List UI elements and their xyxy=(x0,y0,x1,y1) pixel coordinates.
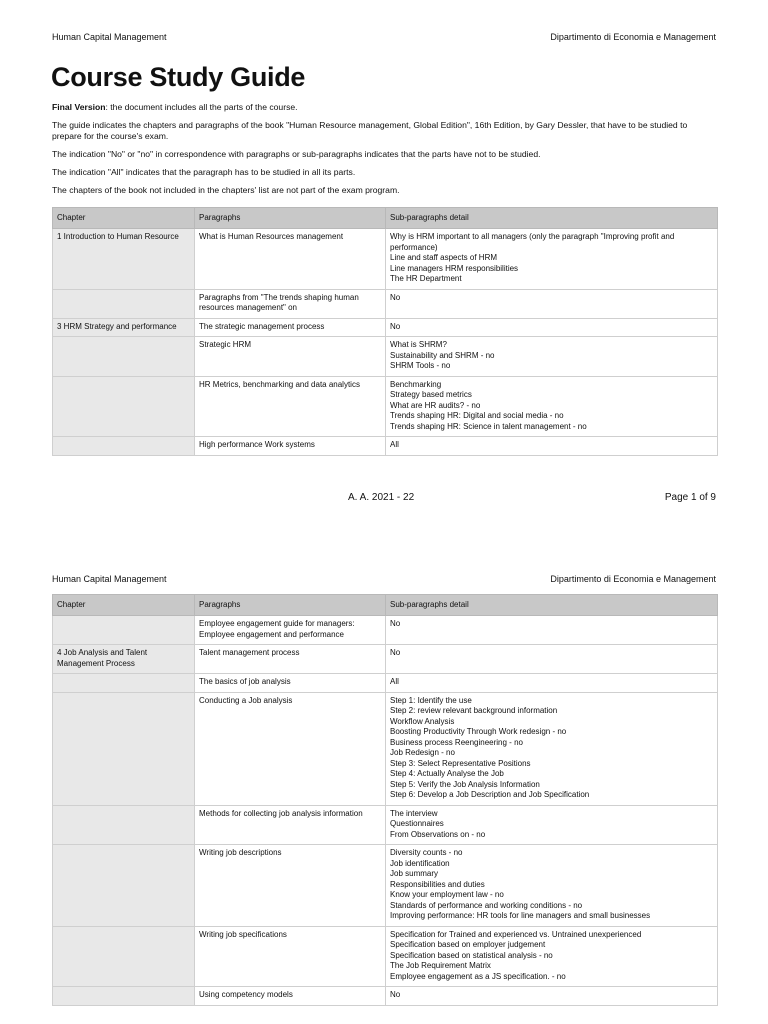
subparagraph-detail-cell xyxy=(386,926,718,987)
subparagraph-detail-cell xyxy=(386,616,718,645)
chapter-cell xyxy=(53,437,195,456)
detail-line: Improving performance: HR tools for line managers and small businesses xyxy=(390,911,651,920)
document-page-2 xyxy=(0,540,768,1024)
table-row xyxy=(53,337,718,377)
column-header-subparagraphs: Sub-paragraphs detail xyxy=(386,208,718,229)
page-title: Course Study Guide xyxy=(51,62,306,92)
detail-line: Benchmarking xyxy=(390,379,442,389)
table-row xyxy=(53,692,718,805)
chapter-cell xyxy=(53,616,195,645)
chapter-cell: 3 HRM Strategy and performance xyxy=(53,318,195,337)
detail-line: Standards of performance and working conditions - no xyxy=(390,900,583,910)
detail-line: Boosting Productivity Through Work redesign - no xyxy=(390,727,567,736)
subparagraph-detail-cell xyxy=(386,437,718,456)
column-header-chapter: Chapter xyxy=(53,208,195,229)
paragraph-cell: Writing job descriptions xyxy=(195,845,386,927)
table-row xyxy=(53,674,718,693)
paragraph-cell: HR Metrics, benchmarking and data analytics xyxy=(195,376,386,437)
detail-line: Job identification xyxy=(390,858,450,868)
table-row xyxy=(53,926,718,987)
table-body xyxy=(53,616,718,1006)
detail-line: The HR Department xyxy=(390,274,462,283)
study-guide-table xyxy=(52,594,718,1006)
page-footer xyxy=(52,492,716,506)
paragraph-cell: High performance Work systems xyxy=(195,437,386,456)
detail-line: All xyxy=(390,440,399,449)
chapter-cell: 4 Job Analysis and Talent Management Process xyxy=(53,645,195,674)
paragraph-cell: The strategic management process xyxy=(195,318,386,337)
paragraph-cell: Employee engagement guide for managers: Employee engagement and performance xyxy=(195,616,386,645)
table-row xyxy=(53,805,718,845)
chapter-cell xyxy=(53,674,195,693)
detail-line: Line managers HRM responsibilities xyxy=(390,263,519,273)
paragraph-cell: What is Human Resources management xyxy=(195,229,386,290)
table-row xyxy=(53,376,718,437)
study-guide-table xyxy=(52,207,718,456)
table-row xyxy=(53,318,718,337)
detail-line: Specification based on employer judgement xyxy=(390,940,546,949)
detail-line: Step 1: Identify the use xyxy=(390,695,472,705)
intro-paragraph-no: The indication "No" or "no" in correspondence with paragraphs or sub-paragraphs indicates that the parts have not to be studied. xyxy=(52,149,541,159)
page-header xyxy=(52,32,716,46)
paragraph-cell: Talent management process xyxy=(195,645,386,674)
intro-paragraph-book: The guide indicates the chapters and paragraphs of the book "Human Resource management, Global Edition", 16th Edition, by Gary Dessler, that have to be studied to prepare for the course's exam. xyxy=(52,120,688,141)
chapter-cell xyxy=(53,289,195,318)
intro-paragraph-all: The indication "All" indicates that the paragraph has to be studied in all its parts. xyxy=(52,167,356,177)
final-version-label: Final Version xyxy=(52,102,106,112)
detail-line: No xyxy=(390,648,401,657)
paragraph-cell: Conducting a Job analysis xyxy=(195,692,386,805)
detail-line: Sustainability and SHRM - no xyxy=(390,350,495,360)
detail-line: Strategy based metrics xyxy=(390,390,472,399)
table-row xyxy=(53,987,718,1006)
detail-line: No xyxy=(390,321,401,331)
paragraph-cell: Methods for collecting job analysis information xyxy=(195,805,386,845)
intro-text xyxy=(52,102,716,203)
detail-line: What is SHRM? xyxy=(390,340,447,349)
detail-line: Specification for Trained and experienced vs. Untrained unexperienced xyxy=(390,929,642,939)
column-header-paragraphs: Paragraphs xyxy=(195,595,386,616)
detail-line: Workflow Analysis xyxy=(390,716,455,726)
table-row xyxy=(53,229,718,290)
subparagraph-detail-cell xyxy=(386,229,718,290)
subparagraph-detail-cell xyxy=(386,805,718,845)
table-row xyxy=(53,845,718,927)
detail-line: Trends shaping HR: Digital and social media - no xyxy=(390,411,564,420)
detail-line: Step 3: Select Representative Positions xyxy=(390,758,531,768)
subparagraph-detail-cell xyxy=(386,289,718,318)
column-header-chapter: Chapter xyxy=(53,595,195,616)
header-department: Dipartimento di Economia e Management xyxy=(550,32,716,42)
table-row xyxy=(53,616,718,645)
paragraph-cell: Paragraphs from "The trends shaping human resources management" on xyxy=(195,289,386,318)
chapter-cell xyxy=(53,845,195,927)
intro-paragraph-chapters: The chapters of the book not included in the chapters' list are not part of the exam program. xyxy=(52,185,400,195)
detail-line: Know your employment law - no xyxy=(390,890,504,899)
detail-line: All xyxy=(390,677,399,686)
table-row xyxy=(53,645,718,674)
detail-line: What are HR audits? - no xyxy=(390,400,481,410)
chapter-cell xyxy=(53,337,195,377)
chapter-cell xyxy=(53,805,195,845)
table-header-row xyxy=(53,208,718,229)
detail-line: Step 2: review relevant background information xyxy=(390,706,558,715)
detail-line: Business process Reengineering - no xyxy=(390,737,523,747)
table-header-row xyxy=(53,595,718,616)
column-header-subparagraphs: Sub-paragraphs detail xyxy=(386,595,718,616)
detail-line: The Job Requirement Matrix xyxy=(390,961,491,970)
paragraph-cell: Writing job specifications xyxy=(195,926,386,987)
chapter-cell xyxy=(53,692,195,805)
footer-academic-year: A. A. 2021 - 22 xyxy=(348,492,415,503)
header-department: Dipartimento di Economia e Management xyxy=(550,574,716,584)
detail-line: No xyxy=(390,619,401,628)
detail-line: Job summary xyxy=(390,869,439,878)
chapter-cell xyxy=(53,987,195,1006)
detail-line: SHRM Tools - no xyxy=(390,361,451,370)
subparagraph-detail-cell xyxy=(386,645,718,674)
subparagraph-detail-cell xyxy=(386,845,718,927)
subparagraph-detail-cell xyxy=(386,987,718,1006)
detail-line: No xyxy=(390,990,401,999)
detail-line: No xyxy=(390,292,401,302)
subparagraph-detail-cell xyxy=(386,376,718,437)
page-header xyxy=(52,574,716,588)
detail-line: From Observations on - no xyxy=(390,829,486,839)
subparagraph-detail-cell xyxy=(386,674,718,693)
detail-line: Diversity counts - no xyxy=(390,848,463,857)
detail-line: Step 6: Develop a Job Description and Job Specification xyxy=(390,790,590,799)
footer-page-number: Page 1 of 9 xyxy=(664,492,716,503)
table-row xyxy=(53,437,718,456)
detail-line: The interview xyxy=(390,808,438,818)
final-version-text: : the document includes all the parts of the course. xyxy=(105,102,298,112)
column-header-paragraphs: Paragraphs xyxy=(195,208,386,229)
chapter-cell: 1 Introduction to Human Resource xyxy=(53,229,195,290)
detail-line: Step 4: Actually Analyse the Job xyxy=(390,769,504,778)
detail-line: Why is HRM important to all managers (only the paragraph "Improving profit and performance) xyxy=(390,232,675,252)
intro-paragraph-final-version xyxy=(52,102,716,113)
detail-line: Step 5: Verify the Job Analysis Information xyxy=(390,779,540,789)
table-row xyxy=(53,289,718,318)
detail-line: Specification based on statistical analysis - no xyxy=(390,950,553,960)
detail-line: Line and staff aspects of HRM xyxy=(390,253,498,262)
table-body xyxy=(53,229,718,456)
detail-line: Questionnaires xyxy=(390,819,444,828)
header-course-name: Human Capital Management xyxy=(52,574,167,584)
chapter-cell xyxy=(53,926,195,987)
paragraph-cell: The basics of job analysis xyxy=(195,674,386,693)
detail-line: Responsibilities and duties xyxy=(390,879,485,889)
subparagraph-detail-cell xyxy=(386,318,718,337)
detail-line: Employee engagement as a JS specification. - no xyxy=(390,971,566,981)
paragraph-cell: Strategic HRM xyxy=(195,337,386,377)
subparagraph-detail-cell xyxy=(386,337,718,377)
chapter-cell xyxy=(53,376,195,437)
detail-line: Trends shaping HR: Science in talent management - no xyxy=(390,421,587,431)
subparagraph-detail-cell xyxy=(386,692,718,805)
header-course-name: Human Capital Management xyxy=(52,32,167,42)
paragraph-cell: Using competency models xyxy=(195,987,386,1006)
detail-line: Job Redesign - no xyxy=(390,748,455,757)
